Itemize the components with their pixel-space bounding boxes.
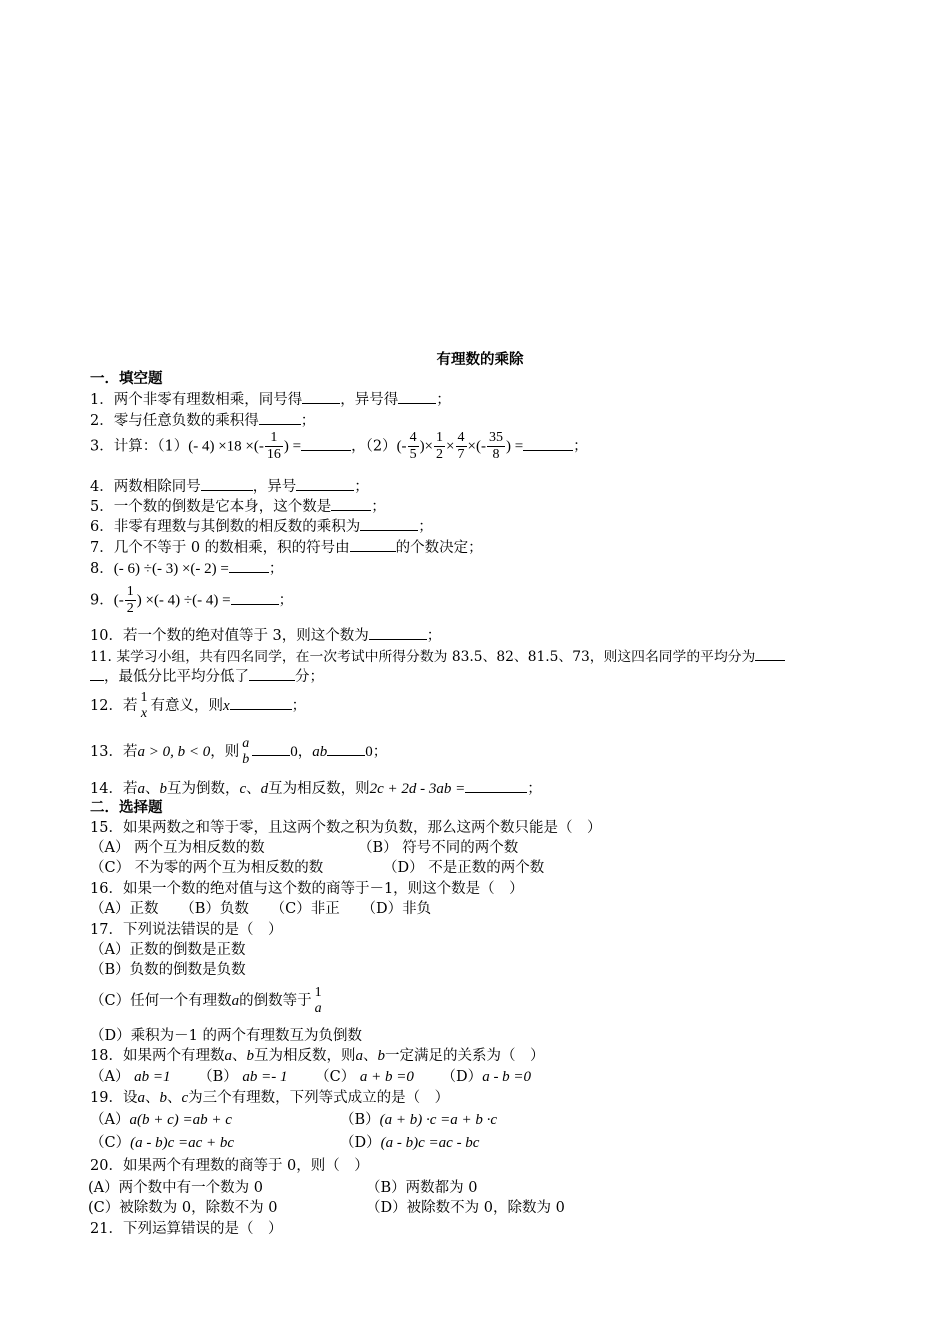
q2-text-b: ； [300,413,316,429]
q9-blank[interactable] [231,590,279,605]
q3-fraction-2 [408,430,419,463]
q19-b-math: (a + b) ·c =a + b ·c [379,1112,498,1128]
q19-var-c: c [181,1090,189,1106]
q14-blank[interactable] [465,778,527,793]
q19-text-2: 、 [144,1090,160,1106]
q3-f1-num: 1 [265,430,283,447]
q19-a-label: （A） [90,1112,130,1128]
question-6 [90,516,433,536]
q18-option-d[interactable] [442,1069,532,1085]
q19-d-math: (a - b)c =ac - bc [380,1135,480,1151]
q6-blank[interactable] [360,516,418,531]
q10-text-b: ； [426,628,442,644]
q12-text-c: ； [291,698,307,714]
q19-var-a: a [137,1090,145,1106]
question-11-cont [90,666,324,686]
q19-var-b: b [159,1090,167,1106]
q5-blank[interactable] [331,496,371,511]
q18-d-math: a - b =0 [482,1069,532,1085]
q13-text-a: 13．若 [90,744,138,760]
q10-text-a: 10．若一个数的绝对值等于 3，则这个数为 [90,628,369,644]
q12-text-b: 有意义，则 [150,698,223,714]
q16-options[interactable]: （A）正数 （B）负数 （C）非正 （D）非负 [90,901,432,917]
q3-math-3: (- [396,438,407,455]
q12-var: x [222,698,230,714]
q3-math-1: (- 4) ×18 ×(- [188,438,264,455]
q12-fraction [138,690,149,722]
q2-text-a: 2．零与任意负数的乘积得 [90,413,259,429]
q19-option-a[interactable] [90,1111,232,1129]
q18-c-math: a + b =0 [359,1069,414,1085]
q11-blank-1a[interactable] [755,646,785,661]
question-4 [90,476,369,496]
question-20: 20．如果两个有理数的商等于 0，则（ ） [90,1158,369,1174]
q18-text-1: 18．如果两个有理数 [90,1048,225,1064]
q9-f-num: 1 [126,584,134,599]
q3-end: ； [573,438,588,455]
q19-text-1: 19．设 [90,1090,138,1106]
q1-text-a: 1．两个非零有理数相乘，同号得 [90,392,303,408]
q19-c-math: (a - b)c =ac + bc [130,1135,235,1151]
question-13 [90,736,387,768]
q14-var-a: a [137,781,145,797]
q13-fraction [240,736,251,768]
q14-text-b: 、 [144,781,160,797]
q20-option-a[interactable]: (A）两个数中有一个数为 0 [88,1180,263,1196]
q3-math-5: × [446,438,455,455]
q18-var-a2: a [355,1048,363,1064]
q14-text-c: 互为倒数， [166,781,240,797]
q1-blank-2[interactable] [398,389,436,404]
question-9 [90,584,293,617]
q3-math-7: ) = [505,438,524,455]
q13-f-num: a [242,736,250,751]
q3-f3-den: 2 [436,447,444,462]
question-1 [90,389,451,409]
q18-c-label: （C） [315,1069,356,1085]
q3-fraction-5 [487,430,505,463]
q18-text-5: 一定满足的关系为（ ） [384,1048,545,1064]
page-title: 有理数的乘除 [436,352,524,368]
q8-text-a: 8． [90,561,114,577]
q3-blank-2[interactable] [523,436,573,451]
q3-fraction-3 [434,430,445,463]
q14-var-b: b [159,781,167,797]
q19-b-label: （B） [340,1112,380,1128]
q3-fraction-4 [456,430,467,463]
question-2 [90,410,315,430]
q7-blank[interactable] [350,537,396,552]
q12-blank[interactable] [230,695,292,710]
q3-math-6: ×(- [467,438,486,455]
q13-zero-1: 0 [290,744,298,760]
q3-f4-num: 4 [457,430,465,445]
q8-text-b: ； [268,561,284,577]
q4-text-b: ，异号 [252,479,297,495]
q19-text-3: 、 [166,1090,182,1106]
q18-text-4: 、 [362,1048,378,1064]
q4-text-a: 4．两数相除同号 [90,479,201,495]
q9-fraction [125,584,136,617]
q18-option-a[interactable] [90,1069,170,1085]
q11-blank-1b[interactable] [90,666,104,681]
section-choice: 二．选择题 [90,800,163,816]
q17-option-a[interactable]: （A）正数的倒数是正数 [90,942,246,958]
q15-option-b[interactable]: （B） 符号不同的两个数 [358,840,519,856]
q6-text-a: 6．非零有理数与其倒数的相反数的乘积为 [90,519,361,535]
q17-c-var: a [231,993,240,1009]
q14-text-d: 、 [246,781,261,797]
q17-c-fraction [313,985,324,1017]
q14-text-e: 互为相反数，则 [268,781,370,797]
q19-option-d[interactable] [340,1134,479,1152]
q17-option-d[interactable]: （D）乘积为－1 的两个有理数互为负倒数 [90,1028,362,1044]
q17-option-c[interactable] [90,985,325,1017]
q3-f2-num: 4 [409,430,417,445]
question-15: 15．如果两数之和等于零，且这两个数之积为负数，那么这两个数只能是（ ） [90,820,602,836]
question-16: 16．如果一个数的绝对值与这个数的商等于－1，则这个数是（ ） [90,881,524,897]
q1-text-b: ，异号得 [340,392,399,408]
q19-c-label: （C） [90,1135,131,1151]
q2-blank[interactable] [259,410,301,425]
q3-f3-num: 1 [436,430,444,445]
q3-blank-1[interactable] [301,436,351,451]
q13-f-den: b [242,752,250,767]
q18-a-label: （A） [90,1069,130,1085]
q18-a-math: ab =1 [134,1069,171,1085]
question-12 [90,690,306,722]
q13-sep: ， [297,744,313,760]
q3-f2-den: 5 [409,447,417,462]
q12-f-den: x [140,706,148,721]
q18-b-label: （B） [198,1069,238,1085]
q15-option-d[interactable]: （D） 不是正数的两个数 [383,860,545,876]
q20-option-b[interactable]: （B）两数都为 0 [366,1180,478,1196]
q10-blank[interactable] [369,625,427,640]
q15-option-a[interactable]: （A） 两个互为相反数的数 [90,840,265,856]
q3-fraction-1 [265,430,283,463]
q8-blank[interactable] [229,558,269,573]
q7-text-b: 的个数决定； [395,540,483,556]
q18-option-b[interactable] [198,1069,287,1085]
question-19 [90,1089,449,1107]
q12-f-num: 1 [140,690,148,705]
q18-var-b2: b [377,1048,385,1064]
question-18 [90,1047,544,1065]
q1-text-c: ； [436,392,451,408]
q20-option-d[interactable]: （D）被除数不为 0，除数为 0 [366,1200,565,1216]
q18-text-2: 、 [231,1048,247,1064]
q13-text-c: ； [372,744,388,760]
q4-text-c: ； [354,479,369,495]
q18-b-math: ab =- 1 [242,1069,288,1085]
q9-math-2: ) ×(- 4) ÷(- 4) = [136,592,231,609]
q8-math: (- 6) ÷(- 3) ×(- 2) = [113,561,229,577]
q3-sep: ，（2） [351,438,397,455]
q11-text-c: 分； [295,669,324,685]
q18-options [90,1068,531,1086]
question-7 [90,537,483,557]
q9-text-b: ； [278,592,294,609]
q14-var-d: d [260,781,269,797]
q14-text-a: 14．若 [90,781,138,797]
q3-math-2: ) = [283,438,302,455]
q13-blank-2[interactable] [327,741,365,756]
q18-var-a: a [224,1048,232,1064]
q17-c-f-num: 1 [314,985,322,1000]
q20-option-c[interactable]: (C）被除数为 0，除数不为 0 [88,1200,278,1216]
q14-math: 2c + 2d - 3ab = [369,781,466,797]
q14-var-c: c [239,781,247,797]
q14-text-f: ； [527,781,542,797]
q17-c-f-den: a [314,1001,322,1016]
q3-f4-den: 7 [457,447,465,462]
q18-text-3: 互为相反数，则 [253,1048,356,1064]
q11-text-b: ，最低分比平均分低了 [104,669,249,685]
q19-option-b[interactable] [340,1111,497,1129]
q13-zero-2: 0 [365,744,373,760]
question-17: 17．下列说法错误的是（ ） [90,922,283,938]
q13-math-2: ab [312,744,328,760]
question-10 [90,625,441,645]
q19-d-label: （D） [340,1135,381,1151]
q3-f5-num: 35 [488,430,503,445]
q3-text-a: 3．计算：（1） [90,438,189,455]
q5-text-b: ； [371,499,386,515]
q19-text-4: 为三个有理数，下列等式成立的是（ ） [188,1090,450,1106]
q19-option-c[interactable] [90,1134,234,1152]
q17-option-b[interactable]: （B）负数的倒数是负数 [90,962,246,978]
q18-d-label: （D） [441,1069,483,1085]
q5-text-a: 5．一个数的倒数是它本身，这个数是 [90,499,332,515]
q9-f-den: 2 [126,601,134,616]
q4-blank-1[interactable] [201,476,253,491]
question-11 [90,646,785,666]
question-3 [90,430,588,463]
q1-blank-1[interactable] [302,389,340,404]
question-14 [90,778,542,798]
q17-c-text-2: 的倒数等于 [239,993,312,1009]
q4-blank-2[interactable] [296,476,354,491]
q9-math-1: (- [113,592,124,609]
q11-text-a: 11. 某学习小组，共有四名同学，在一次考试中所得分数为 83.5、82、81.5、73，则这四名同学的平均分为 [90,649,756,665]
question-8 [90,558,283,578]
question-5 [90,496,386,516]
q6-text-b: ； [418,519,433,535]
q3-f1-den: 16 [266,447,281,462]
question-21: 21．下列运算错误的是（ ） [90,1221,283,1237]
q17-c-text-1: （C）任何一个有理数 [90,993,232,1009]
section-fill-in: 一．填空题 [90,371,163,387]
q7-text-a: 7．几个不等于 0 的数相乘，积的符号由 [90,540,350,556]
q12-text-a: 12．若 [90,698,138,714]
q13-blank-1[interactable] [252,741,290,756]
q15-option-c[interactable]: （C） 不为零的两个互为相反数的数 [90,860,324,876]
q9-text-a: 9． [90,592,114,609]
q13-math: a > 0, b < 0 [137,744,211,760]
q19-a-math: a(b + c) =ab + c [129,1112,232,1128]
q18-var-b: b [246,1048,254,1064]
q3-math-4: )× [419,438,434,455]
q18-option-c[interactable] [315,1069,414,1085]
q3-f5-den: 8 [492,447,500,462]
q11-blank-2[interactable] [249,666,295,681]
q13-text-b: ，则 [210,744,240,760]
